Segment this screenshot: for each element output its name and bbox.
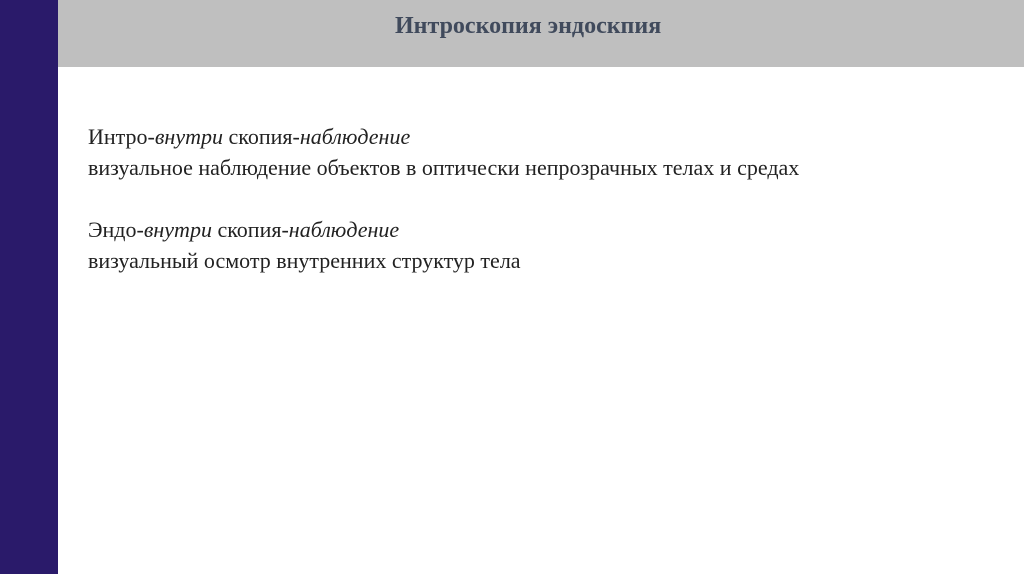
title-band	[58, 0, 1024, 67]
term-prefix: Эндо-	[88, 217, 144, 242]
term-root: скопия-	[211, 217, 289, 242]
term-prefix: Интро-	[88, 124, 155, 149]
definition-endo	[88, 214, 1004, 276]
term-root-meaning: наблюдение	[299, 124, 411, 149]
left-accent-bar	[0, 0, 58, 574]
term-line-endo	[88, 214, 1004, 245]
term-root-meaning: наблюдение	[288, 217, 400, 242]
term-prefix-meaning: внутри	[154, 124, 223, 149]
definition-intro	[88, 121, 1004, 183]
term-root: скопия-	[223, 124, 300, 149]
term-line-intro	[88, 121, 1004, 152]
definition-text: визуальный осмотр внутренних структур тела	[88, 248, 521, 273]
slide-title: Интроскопия эндоскпия	[395, 13, 662, 39]
term-prefix-meaning: внутри	[143, 217, 212, 242]
slide-body	[88, 121, 1004, 307]
definition-text: визуальное наблюдение объектов в оптически непрозрачных телах и средах	[88, 155, 800, 180]
